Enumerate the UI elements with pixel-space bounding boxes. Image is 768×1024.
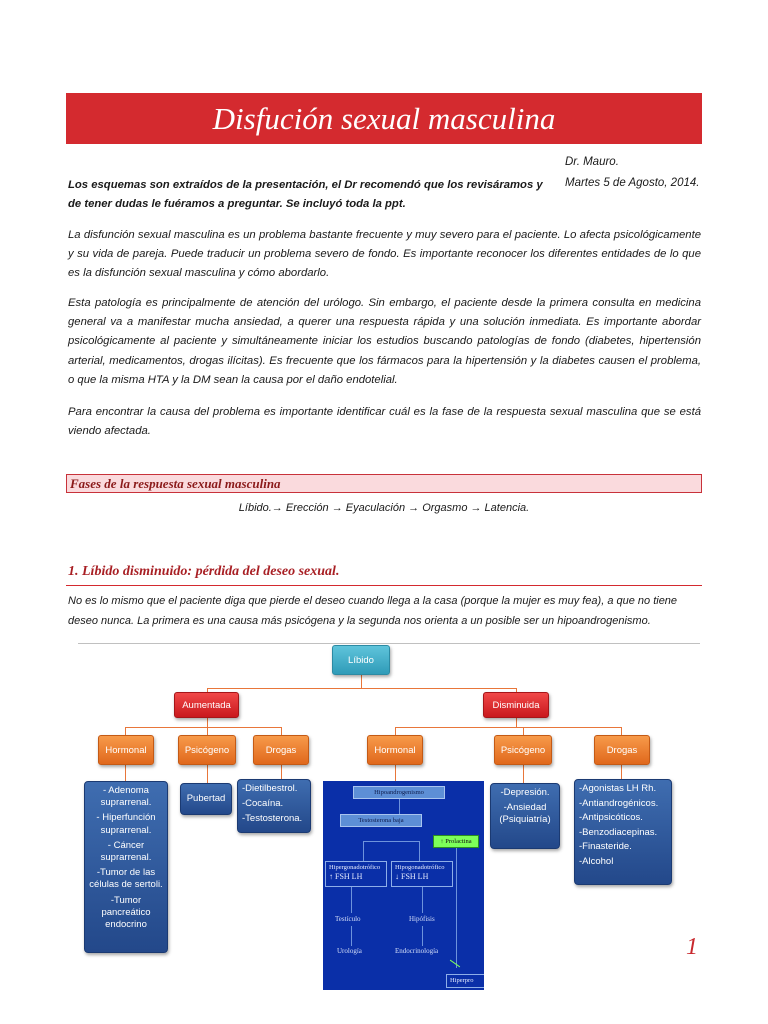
inset-connector xyxy=(422,887,423,913)
node-left-hormonal: Hormonal xyxy=(98,735,154,765)
list-item: -Finasteride. xyxy=(579,841,632,852)
page-number: 1 xyxy=(686,934,698,960)
list-item: -Agonistas LH Rh. xyxy=(579,783,657,794)
node-aumentada: Aumentada xyxy=(174,692,239,718)
paragraph-1: La disfunción sexual masculina es un problema bastante frecuente y muy severo para el paciente. Lo afecta psicológicamente y su vida de pareja. Puede traducir un problema severo de fondo. Es importante reconocer los diferentes entidades de lo que es la disfunción sexual masculina y cómo abordarlo. xyxy=(68,229,701,280)
subsection-paragraph: No es lo mismo que el paciente diga que pierde el deseo cuando llega a la casa (porque la mujer es muy fea), a que no tiene deseo nunca. La primera es una causa más psicógena y la segunda nos orienta a un posible ser un hipoandrogenismo. xyxy=(68,595,678,627)
phases-sequence: Líbido.→ Erección → Eyaculación → Orgasmo → Latencia. xyxy=(238,502,530,514)
page-title: Disfución sexual masculina xyxy=(212,100,556,136)
inset-label: Hipogonadotrófico xyxy=(395,864,445,871)
connector xyxy=(361,674,362,688)
list-left-drogas xyxy=(237,779,311,833)
list-item: -Antipsicóticos. xyxy=(579,812,643,823)
inset-connector xyxy=(399,799,400,814)
node-right-hormonal: Hormonal xyxy=(367,735,423,765)
inset-hipergonadotrofico xyxy=(325,861,387,887)
node-right-drogas: Drogas xyxy=(594,735,650,765)
diagram-top-rule xyxy=(78,643,700,644)
connector xyxy=(125,764,126,782)
node-left-psicogeno: Psicógeno xyxy=(178,735,236,765)
inset-connector xyxy=(351,926,352,946)
inset-connector xyxy=(363,841,420,842)
list-item: -Depresión. xyxy=(500,787,550,798)
document-date: Martes 5 de Agosto, 2014. xyxy=(565,177,700,189)
intro-note: Los esquemas son extraídos de la presentación, el Dr recomendó que los revisáramos y de tener dudas le fuéramos a preguntar. Se incluyó toda la ppt. xyxy=(68,179,543,210)
connector xyxy=(621,764,622,780)
list-right-psicogeno xyxy=(490,783,560,849)
inset-testiculo: Testículo xyxy=(335,915,361,923)
list-item: -Antiandrogénicos. xyxy=(579,797,659,809)
subsection-rule xyxy=(66,585,702,586)
inset-hipofisis: Hipófisis xyxy=(409,915,435,923)
inset-hipogonadotrofico xyxy=(391,861,453,887)
list-left-psicogeno xyxy=(180,783,232,815)
list-right-drogas xyxy=(574,779,672,885)
connector xyxy=(281,764,282,780)
list-item: -Alcohol xyxy=(579,855,614,867)
list-item: -Tumor de las células de sertoli. xyxy=(89,867,163,891)
inset-prolactina: ↑ Prolactina xyxy=(433,835,479,848)
author-block xyxy=(565,152,699,194)
inset-endocrinologia: Endocrinología xyxy=(395,947,439,955)
hipoandrogenismo-inset xyxy=(323,781,484,990)
connector xyxy=(516,717,517,727)
list-item: -Tumor pancreático endocrino xyxy=(101,894,151,931)
inset-arrow xyxy=(450,960,460,968)
connector xyxy=(395,764,396,781)
connector xyxy=(523,764,524,784)
list-item: -Benzodiacepinas. xyxy=(579,826,658,838)
inset-connector xyxy=(351,887,352,913)
inset-label: ↓ FSH LH xyxy=(395,872,429,881)
connector xyxy=(395,727,622,728)
inset-urologia: Urología xyxy=(337,947,362,955)
list-left-hormonal xyxy=(84,781,168,953)
node-disminuida: Disminuida xyxy=(483,692,549,718)
connector xyxy=(207,688,516,689)
inset-hiperprolactinemia: Hiperpro xyxy=(446,974,484,988)
list-item: -Ansiedad (Psiquiatría) xyxy=(499,802,551,826)
paragraph-2: Esta patología es principalmente de atención del urólogo. Sin embargo, el paciente desde la primera consulta en medicina general va a manifestar mucha ansiedad, a querer una respuesta rápida y una solución inmediata. Es importante abordar psicológicamente al paciente y simultáneamente iniciar los estudios buscando patologías de fondo (diabetes, hipertensión arterial, medicamentos, drogas ilícitas). Es frecuente que los fármacos para la hipertensión y la diabetes causen el problema, o que la misma HTA y la DM sean la causa por el daño endotelial. xyxy=(68,297,701,386)
inset-hipoandrogenismo: Hipoandrogenismo xyxy=(353,786,445,799)
node-right-psicogeno: Psicógeno xyxy=(494,735,552,765)
inset-label: ↑ FSH LH xyxy=(329,872,363,881)
inset-connector xyxy=(363,841,364,861)
list-item: -Dietilbestrol. xyxy=(242,783,298,794)
paragraph-3: Para encontrar la causa del problema es importante identificar cuál es la fase de la respuesta sexual masculina que se está viendo afectada. xyxy=(68,406,701,438)
subsection-heading: 1. Líbido disminuido: pérdida del deseo sexual. xyxy=(68,564,340,579)
list-item: Pubertad xyxy=(186,792,226,804)
title-banner xyxy=(66,93,702,144)
list-item: - Hiperfunción suprarrenal. xyxy=(96,812,156,836)
list-item: -Testosterona. xyxy=(242,813,303,825)
connector xyxy=(207,764,208,784)
inset-connector xyxy=(456,848,457,968)
inset-testosterona: Testosterona baja xyxy=(340,814,422,827)
node-libido: Líbido xyxy=(332,645,390,675)
section-heading-bar xyxy=(66,474,702,493)
connector xyxy=(125,727,282,728)
inset-label: Hipergonadotrófico xyxy=(329,864,381,871)
inset-connector xyxy=(422,926,423,946)
inset-connector xyxy=(419,841,420,861)
list-item: - Adenoma suprarrenal. xyxy=(100,785,152,809)
list-item: - Cáncer suprarrenal. xyxy=(100,839,152,864)
list-item: -Cocaína. xyxy=(242,798,284,810)
connector xyxy=(207,717,208,727)
section-heading: Fases de la respuesta sexual masculina xyxy=(70,476,281,491)
node-left-drogas: Drogas xyxy=(253,735,309,765)
author-name: Dr. Mauro. xyxy=(565,156,619,168)
